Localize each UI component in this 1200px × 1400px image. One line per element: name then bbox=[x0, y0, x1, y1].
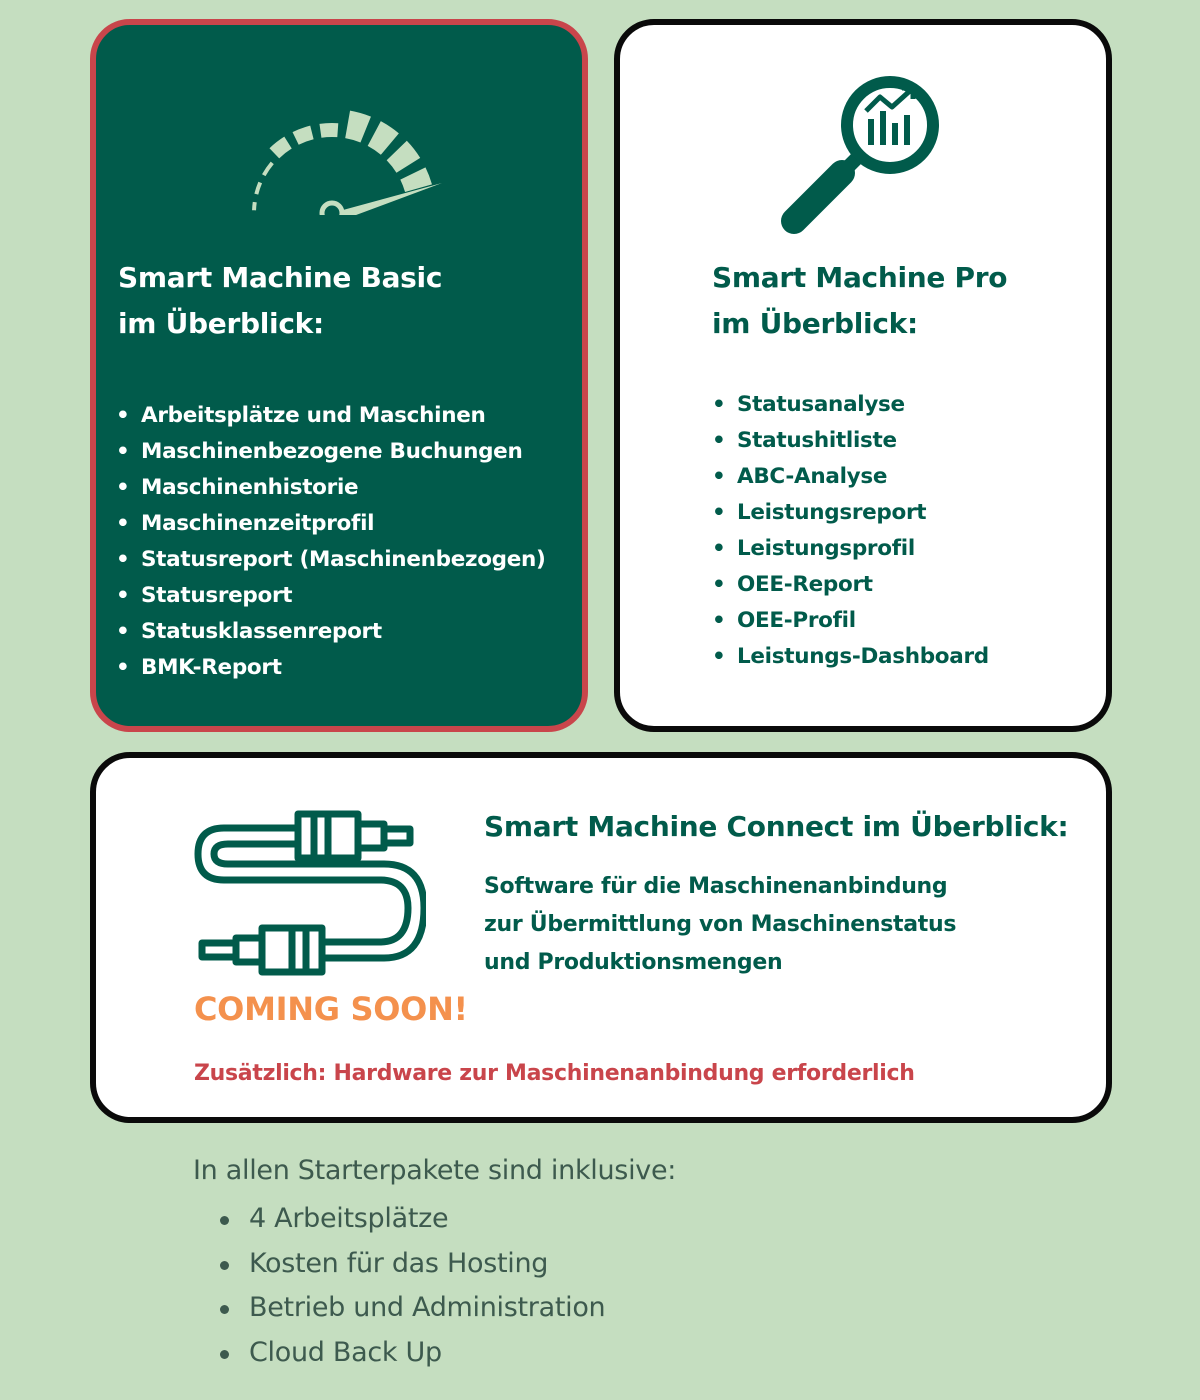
connect-description bbox=[484, 868, 956, 982]
inclusive-intro: In allen Starterpakete sind inklusive: bbox=[193, 1155, 677, 1186]
basic-title-line1: Smart Machine Basic bbox=[118, 261, 443, 294]
list-item: • Statusreport (Maschinenbezogen) bbox=[116, 542, 546, 578]
hardware-note: Zusätzlich: Hardware zur Maschinenanbindung erforderlich bbox=[194, 1061, 915, 1086]
list-item: • ABC-Analyse bbox=[712, 459, 989, 495]
connect-title: Smart Machine Connect im Überblick: bbox=[484, 810, 1069, 843]
network-cable-icon bbox=[194, 810, 426, 976]
gauge-segment bbox=[254, 182, 262, 195]
speedometer-icon bbox=[236, 65, 446, 215]
gauge-segment bbox=[387, 141, 421, 173]
basic-card bbox=[90, 19, 588, 732]
gauge-segment bbox=[262, 162, 274, 177]
gauge-segment bbox=[293, 126, 314, 145]
list-item: • Leistungs-Dashboard bbox=[712, 639, 989, 675]
list-item: • Maschinenzeitprofil bbox=[116, 506, 546, 542]
gauge-segment bbox=[368, 121, 399, 155]
gauge-segment bbox=[319, 123, 338, 138]
list-item: Betrieb und Administration bbox=[218, 1286, 605, 1331]
list-item: • OEE-Report bbox=[712, 567, 989, 603]
inclusive-list bbox=[218, 1197, 605, 1375]
list-item: • Leistungsprofil bbox=[712, 531, 989, 567]
pro-title-line2: im Überblick: bbox=[712, 307, 918, 340]
list-item: • Leistungsreport bbox=[712, 495, 989, 531]
magnifier-chart-icon bbox=[780, 75, 950, 245]
gauge-segment bbox=[345, 111, 371, 143]
list-item: • Statusanalyse bbox=[712, 387, 989, 423]
pro-title-line1: Smart Machine Pro bbox=[712, 261, 1008, 294]
list-item: • Arbeitsplätze und Maschinen bbox=[116, 398, 546, 434]
list-item: • Statusklassenreport bbox=[116, 614, 546, 650]
pro-title bbox=[712, 255, 1007, 347]
gauge-segment bbox=[269, 137, 291, 159]
pro-feature-list bbox=[712, 387, 989, 675]
pro-card bbox=[614, 19, 1112, 732]
gauge-segment bbox=[252, 202, 257, 210]
basic-title-line2: im Überblick: bbox=[118, 307, 324, 340]
connect-desc-line: Software für die Maschinenanbindung bbox=[484, 874, 948, 899]
list-item: Kosten für das Hosting bbox=[218, 1242, 605, 1287]
list-item: 4 Arbeitsplätze bbox=[218, 1197, 605, 1242]
coming-soon-label: COMING SOON! bbox=[194, 990, 468, 1028]
connect-card bbox=[90, 752, 1112, 1123]
connect-desc-line: und Produktionsmengen bbox=[484, 950, 783, 975]
list-item: • Maschinenhistorie bbox=[116, 470, 546, 506]
list-item: • OEE-Profil bbox=[712, 603, 989, 639]
list-item: • Maschinenbezogene Buchungen bbox=[116, 434, 546, 470]
connect-desc-line: zur Übermittlung von Maschinenstatus bbox=[484, 912, 957, 937]
list-item: • Statushitliste bbox=[712, 423, 989, 459]
list-item: • BMK-Report bbox=[116, 650, 546, 686]
list-item: Cloud Back Up bbox=[218, 1331, 605, 1376]
list-item: • Statusreport bbox=[116, 578, 546, 614]
basic-feature-list bbox=[116, 398, 546, 686]
basic-title bbox=[118, 255, 442, 347]
